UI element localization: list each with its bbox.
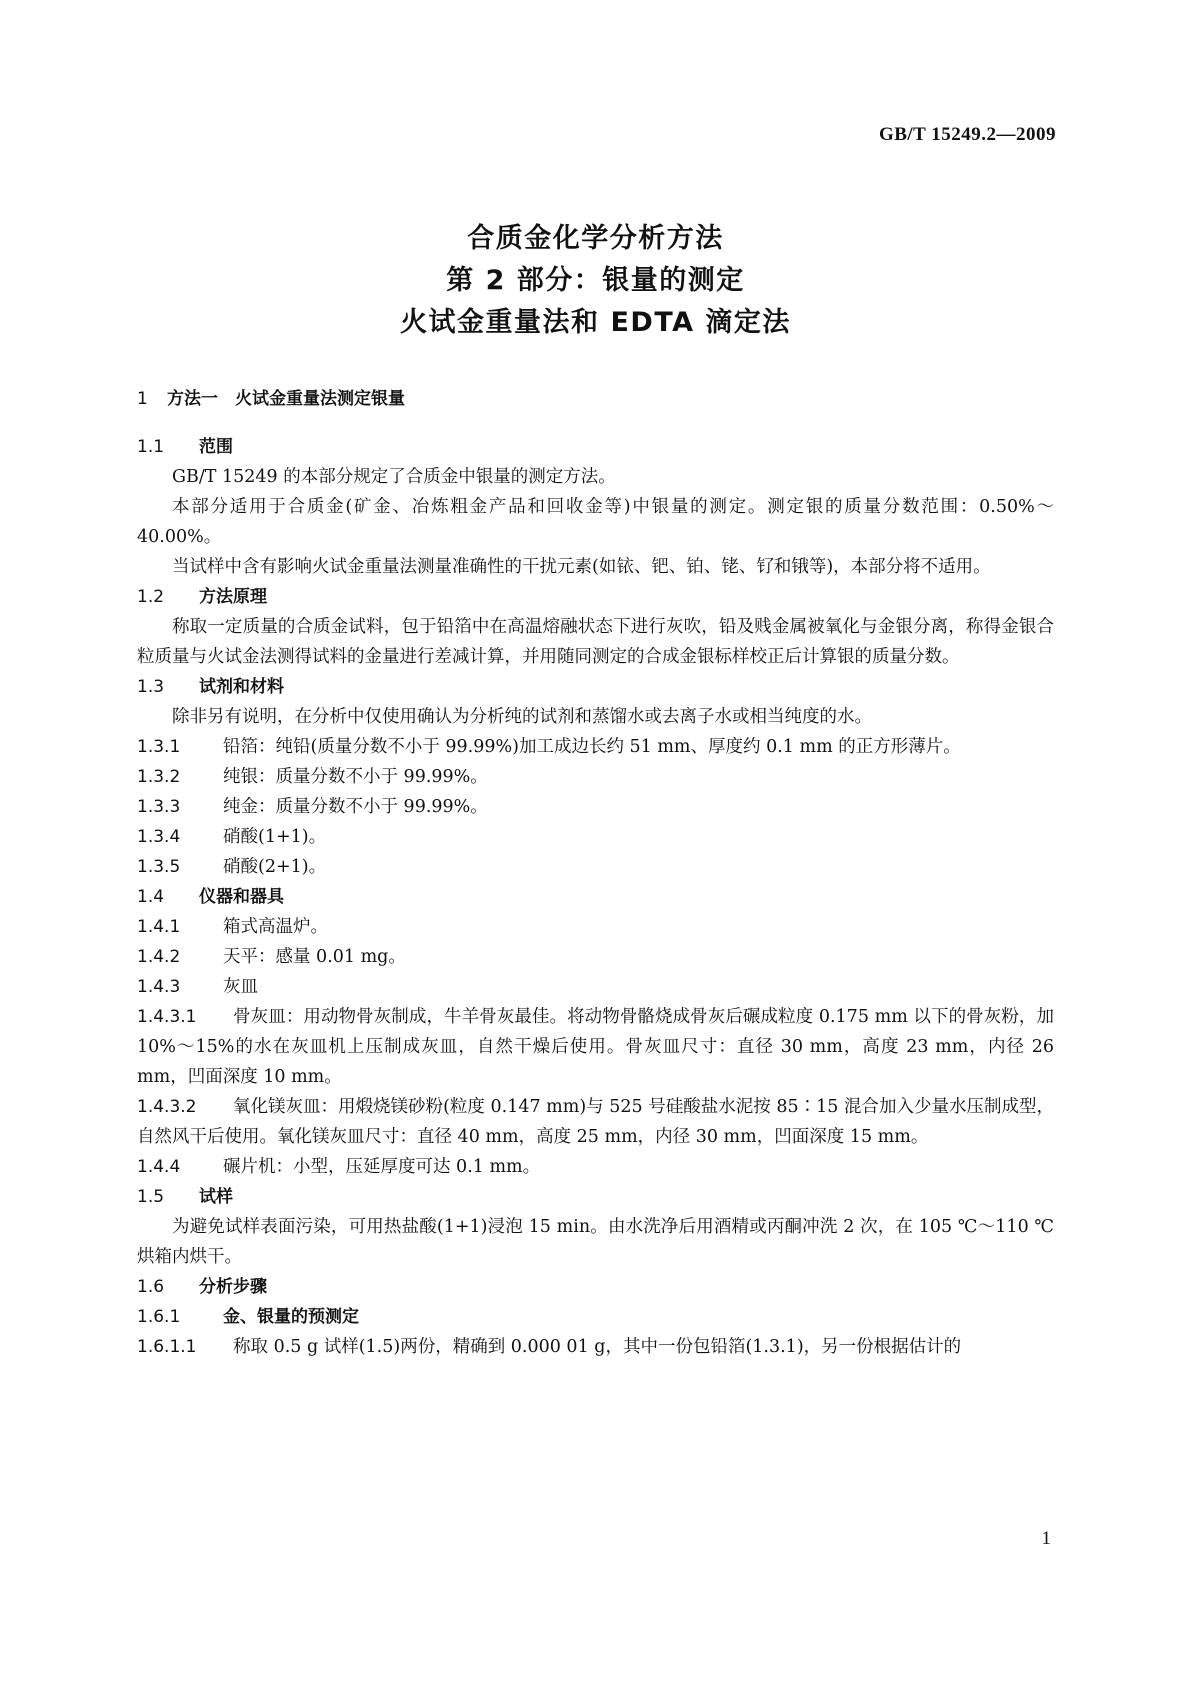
section-number: 1.3 — [137, 677, 165, 697]
item-text: 灰皿 — [223, 977, 258, 997]
item-number: 1.4.3.2 — [137, 1097, 197, 1117]
section-title: 试剂和材料 — [199, 677, 284, 697]
section-1-6-heading — [137, 1272, 1054, 1302]
section-title: 方法一 火试金重量法测定银量 — [167, 389, 405, 409]
item-text: 纯金：质量分数不小于 99.99%。 — [223, 797, 488, 817]
list-item — [137, 822, 1054, 852]
item-number: 1.4.3.1 — [137, 1007, 197, 1027]
section-1-5-heading — [137, 1182, 1054, 1212]
section-1-4-heading — [137, 882, 1054, 912]
item-text: 氧化镁灰皿：用煅烧镁砂粉(粒度 0.147 mm)与 525 号硅酸盐水泥按 85∶15 混合加入少量水压制成型，自然风干后使用。氧化镁灰皿尺寸：直径 40 mm，高度 25 mm，内径 30 mm，凹面深度 15 mm。 — [137, 1097, 1054, 1147]
item-number: 1.3.2 — [137, 767, 181, 787]
paragraph: 称取一定质量的合质金试料，包于铅箔中在高温熔融状态下进行灰吹，铅及贱金属被氧化与金银分离，称得金银合粒质量与火试金法测得试料的金量进行差减计算，并用随同测定的合成金银标样校正后计算银的质量分数。 — [137, 617, 1054, 667]
item-number: 1.6.1.1 — [137, 1337, 197, 1357]
title-line-1: 合质金化学分析方法 — [467, 223, 724, 254]
paragraph: 当试样中含有影响火试金重量法测量准确性的干扰元素(如铱、钯、铂、铑、钌和锇等)，本部分将不适用。 — [172, 557, 991, 577]
item-text: 称取 0.5 g 试样(1.5)两份，精确到 0.000 01 g，其中一份包铅箔(1.3.1)，另一份根据估计的 — [233, 1337, 962, 1357]
section-1-2-heading — [137, 582, 1054, 612]
paragraph: 为避免试样表面污染，可用热盐酸(1+1)浸泡 15 min。由水洗净后用酒精或丙酮冲洗 2 次，在 105 ℃～110 ℃烘箱内烘干。 — [137, 1217, 1054, 1267]
item-text: 铅箔：纯铅(质量分数不小于 99.99%)加工成边长约 51 mm、厚度约 0.1 mm 的正方形薄片。 — [223, 737, 961, 757]
section-number: 1.5 — [137, 1187, 165, 1207]
list-item — [137, 1152, 1054, 1182]
section-1-heading — [137, 384, 1054, 414]
item-text: 天平：感量 0.01 mg。 — [223, 947, 406, 967]
page-number: 1 — [1041, 1528, 1051, 1549]
paragraph: 除非另有说明，在分析中仅使用确认为分析纯的试剂和蒸馏水或去离子水或相当纯度的水。 — [172, 707, 872, 727]
section-title: 范围 — [199, 437, 233, 457]
item-number: 1.4.4 — [137, 1157, 181, 1177]
list-item — [137, 1332, 1054, 1362]
list-item — [137, 1092, 1054, 1152]
paragraph: 本部分适用于合质金(矿金、冶炼粗金产品和回收金等)中银量的测定。测定银的质量分数范围：0.50%～40.00%。 — [137, 497, 1054, 547]
item-number: 1.3.5 — [137, 857, 181, 877]
item-text: 箱式高温炉。 — [223, 917, 328, 937]
title-line-3: 火试金重量法和 EDTA 滴定法 — [400, 307, 791, 338]
section-number: 1.2 — [137, 587, 165, 607]
item-text: 硝酸(2+1)。 — [223, 857, 327, 877]
document-title — [0, 218, 1191, 344]
section-1-1-heading — [137, 432, 1054, 462]
list-item — [137, 792, 1054, 822]
paragraph: GB/T 15249 的本部分规定了合质金中银量的测定方法。 — [172, 467, 616, 487]
section-title: 仪器和器具 — [199, 887, 284, 907]
list-item — [137, 972, 1054, 1002]
item-text: 硝酸(1+1)。 — [223, 827, 327, 847]
list-item — [137, 942, 1054, 972]
item-number: 1.3.4 — [137, 827, 181, 847]
item-text: 碾片机：小型，压延厚度可达 0.1 mm。 — [223, 1157, 541, 1177]
section-number: 1.1 — [137, 437, 165, 457]
section-number: 1.4 — [137, 887, 165, 907]
item-number: 1.3.1 — [137, 737, 181, 757]
section-number: 1 — [137, 389, 148, 409]
item-number: 1.4.1 — [137, 917, 181, 937]
list-item — [137, 852, 1054, 882]
list-item — [137, 762, 1054, 792]
section-number: 1.6 — [137, 1277, 165, 1297]
section-title: 试样 — [199, 1187, 233, 1207]
section-title: 方法原理 — [199, 587, 267, 607]
section-1-6-1-heading — [137, 1302, 1054, 1332]
document-body — [137, 384, 1054, 1362]
item-text: 纯银：质量分数不小于 99.99%。 — [223, 767, 488, 787]
section-title: 金、银量的预测定 — [223, 1307, 359, 1327]
section-title: 分析步骤 — [199, 1277, 267, 1297]
item-text: 骨灰皿：用动物骨灰制成，牛羊骨灰最佳。将动物骨骼烧成骨灰后碾成粒度 0.175 mm 以下的骨灰粉，加 10%～15%的水在灰皿机上压制成灰皿，自然干燥后使用。骨灰皿尺寸：直径 30 mm，高度 23 mm，内径 26 mm，凹面深度 10 mm。 — [137, 1007, 1054, 1087]
list-item — [137, 912, 1054, 942]
list-item — [137, 1002, 1054, 1092]
item-number: 1.3.3 — [137, 797, 181, 817]
section-number: 1.6.1 — [137, 1307, 181, 1327]
item-number: 1.4.2 — [137, 947, 181, 967]
standard-number: GB/T 15249.2—2009 — [878, 124, 1056, 145]
item-number: 1.4.3 — [137, 977, 181, 997]
section-1-3-heading — [137, 672, 1054, 702]
list-item — [137, 732, 1054, 762]
title-line-2: 第 2 部分：银量的测定 — [446, 265, 745, 296]
